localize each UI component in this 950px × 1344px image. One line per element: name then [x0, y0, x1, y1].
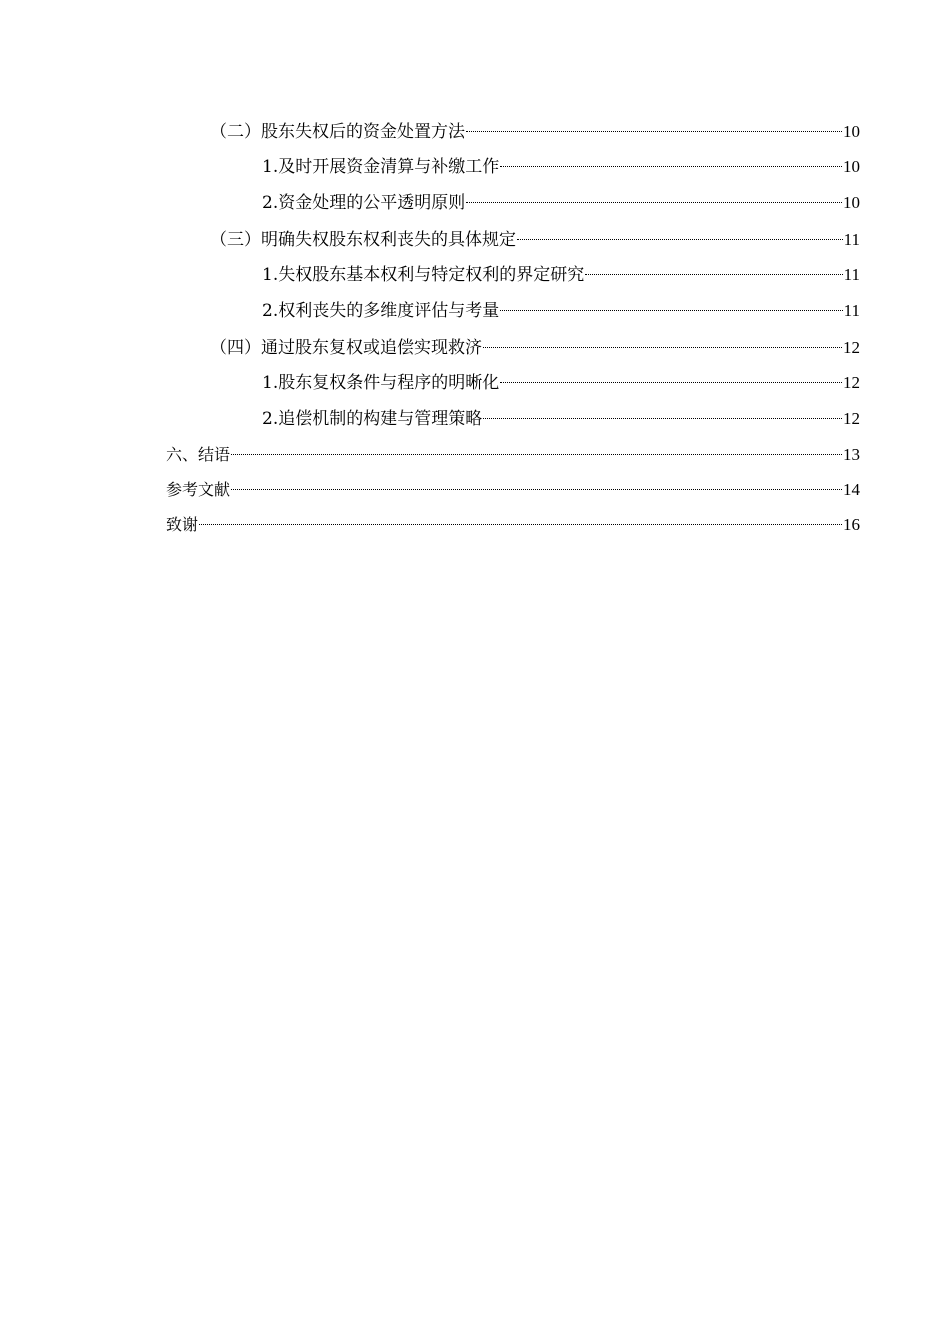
dot-leader: [517, 221, 843, 245]
dot-leader: [231, 471, 842, 495]
toc-entry-section-4-4[interactable]: [210, 329, 860, 358]
toc-entry-subsection[interactable]: [262, 400, 860, 429]
toc-entry-page-number: 12: [843, 338, 860, 357]
dot-leader: [500, 364, 842, 388]
toc-entry-subsection[interactable]: [262, 184, 860, 213]
toc-entry-title: 六、结语: [166, 445, 231, 464]
toc-entry-page-number: 13: [843, 445, 860, 464]
toc-entry-page-number: 11: [843, 230, 860, 249]
toc-entry-page-number: 12: [843, 409, 860, 428]
toc-entry-title: 1.及时开展资金清算与补缴工作: [262, 157, 500, 177]
toc-entry-title: （三）明确失权股东权利丧失的具体规定: [210, 230, 516, 250]
toc-entry-title: （四）通过股东复权或追偿实现救济: [210, 338, 482, 358]
dot-leader: [231, 436, 842, 460]
toc-entry-title: 致谢: [166, 515, 199, 534]
toc-entry-title: （二）股东失权后的资金处置方法: [210, 122, 465, 142]
dot-leader: [466, 184, 842, 208]
toc-entry-page-number: 12: [843, 373, 860, 392]
toc-entry-section-4-2[interactable]: [210, 113, 860, 142]
toc-entry-subsection[interactable]: [262, 256, 860, 285]
toc-entry-title: 1.失权股东基本权利与特定权利的界定研究: [262, 265, 585, 285]
toc-entry-subsection[interactable]: [262, 148, 860, 177]
toc-entry-conclusion[interactable]: [166, 436, 860, 464]
dot-leader: [500, 292, 842, 316]
toc-entry-title: 2.追偿机制的构建与管理策略: [262, 409, 483, 429]
toc-entry-subsection[interactable]: [262, 292, 860, 321]
toc-entry-page-number: 10: [843, 193, 860, 212]
toc-entry-page-number: 11: [843, 301, 860, 320]
toc-entry-subsection[interactable]: [262, 364, 860, 393]
dot-leader: [585, 256, 842, 280]
toc-entry-title: 2.资金处理的公平透明原则: [262, 193, 466, 213]
dot-leader: [483, 400, 842, 424]
toc-entry-title: 参考文献: [166, 480, 231, 499]
dot-leader: [466, 113, 842, 137]
dot-leader: [199, 506, 842, 530]
toc-entry-section-4-3[interactable]: [210, 221, 860, 250]
dot-leader: [483, 329, 842, 353]
toc-entry-title: 2.权利丧失的多维度评估与考量: [262, 301, 500, 321]
toc-entry-page-number: 16: [843, 515, 860, 534]
toc-entry-acknowledgements[interactable]: [166, 506, 860, 534]
toc-entry-page-number: 10: [843, 122, 860, 141]
toc-entry-references[interactable]: [166, 471, 860, 499]
dot-leader: [500, 148, 842, 172]
toc-entry-page-number: 10: [843, 157, 860, 176]
toc-entry-page-number: 11: [843, 265, 860, 284]
toc-entry-page-number: 14: [843, 480, 860, 499]
toc-entry-title: 1.股东复权条件与程序的明晰化: [262, 373, 500, 393]
